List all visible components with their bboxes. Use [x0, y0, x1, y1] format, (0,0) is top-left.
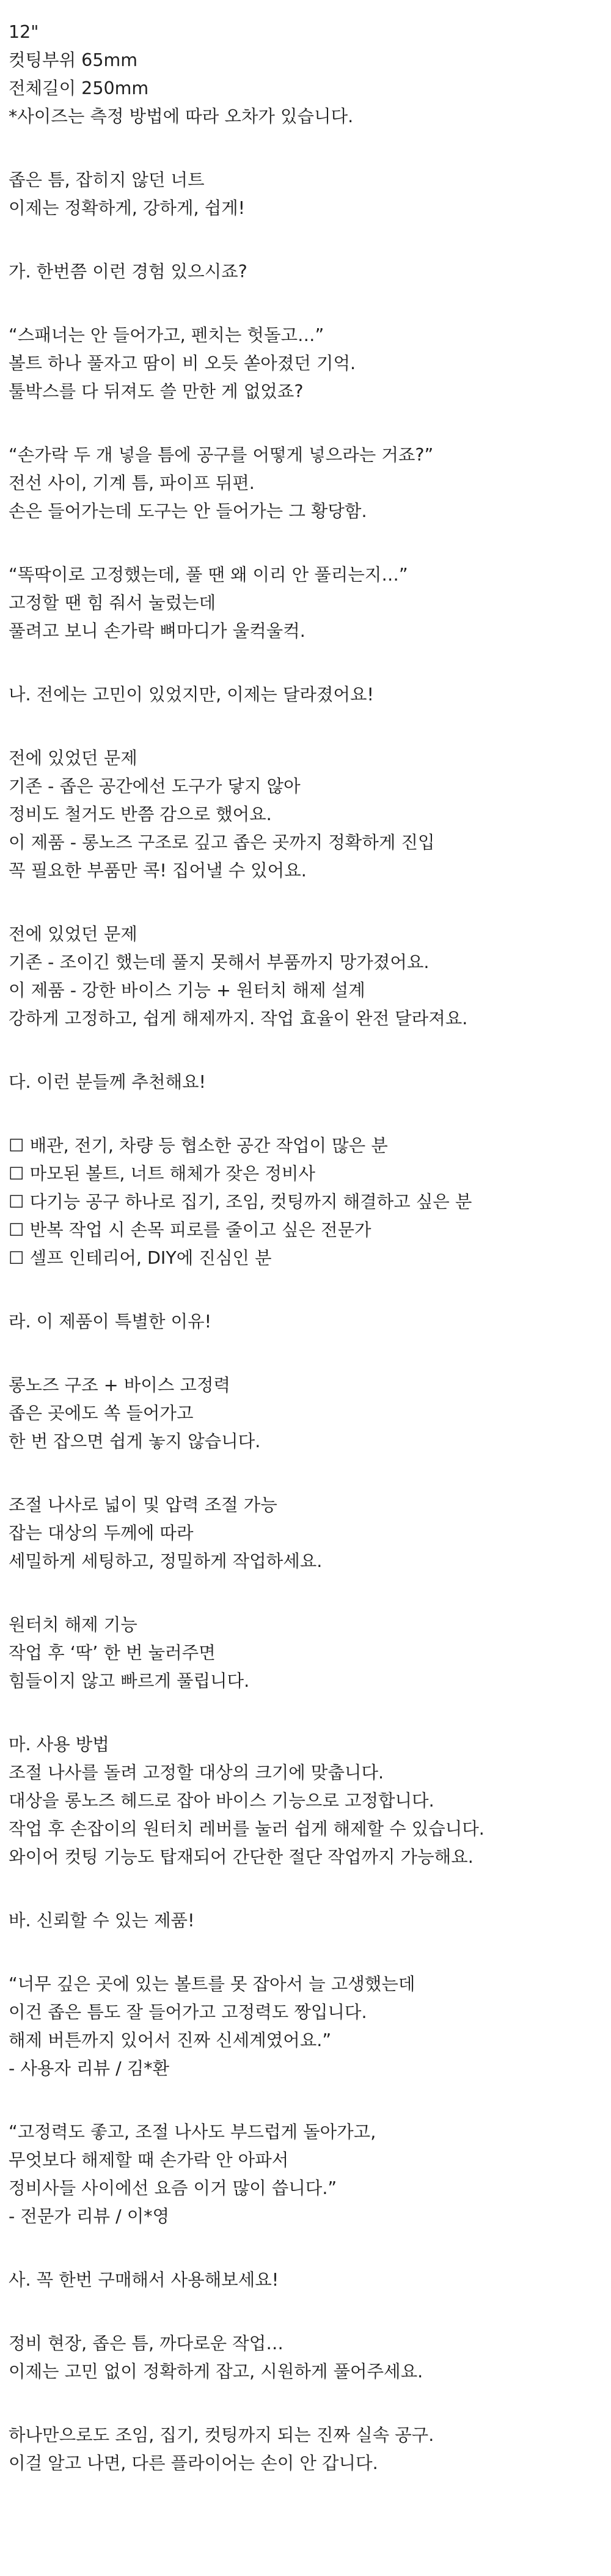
review-line: 정비사들 사이에선 요즘 이거 많이 씁니다.” [9, 2178, 337, 2198]
usage-line: 조절 나사를 돌려 고정할 대상의 크기에 맞춥니다. [9, 1763, 384, 1783]
section-heading-ma: 마. 사용 방법 [9, 1734, 109, 1755]
comparison-line: 전에 있었던 문제 [9, 748, 137, 768]
comparison-line: 기존 - 조이긴 했는데 풀지 못해서 부품까지 망가졌어요. [9, 952, 430, 972]
case-line: “손가락 두 개 넣을 틈에 공구를 어떻게 넣으라는 거죠?” [9, 445, 434, 465]
closing-line: 정비 현장, 좁은 틈, 까다로운 작업… [9, 2333, 284, 2354]
closing-paragraph-1 [9, 2330, 607, 2386]
usage-line: 대상을 롱노즈 헤드로 잡아 바이스 기능으로 고정합니다. [9, 1791, 434, 1811]
feature-line: 조절 나사로 넓이 및 압력 조절 가능 [9, 1495, 277, 1515]
case-line: 고정할 땐 힘 줘서 눌렀는데 [9, 593, 216, 613]
case-line: 전선 사이, 기계 틈, 파이프 뒤편. [9, 473, 255, 493]
experience-case-3 [9, 561, 607, 645]
comparison-line: 강하게 고정하고, 쉽게 해제까지. 작업 효율이 완전 달라져요. [9, 1008, 468, 1029]
recommend-item: ☐ 반복 작업 시 손목 피로를 줄이고 싶은 전문가 [9, 1220, 371, 1240]
section-heading-ba: 바. 신뢰할 수 있는 제품! [9, 1910, 195, 1931]
feature-line: 잡는 대상의 두께에 따라 [9, 1523, 194, 1543]
spec-size: 12" [9, 22, 39, 42]
user-review [9, 1970, 607, 2083]
case-line: “스패너는 안 들어가고, 펜치는 헛돌고…” [9, 325, 324, 345]
case-line: 볼트 하나 풀자고 땀이 비 오듯 쏟아졌던 기억. [9, 353, 356, 373]
recommend-list [9, 1132, 607, 1272]
feature-line: 힘들이지 않고 빠르게 풀립니다. [9, 1671, 250, 1691]
spec-note: *사이즈는 측정 방법에 따라 오차가 있습니다. [9, 106, 354, 127]
recommend-item: ☐ 다기능 공구 하나로 집기, 조임, 컷팅까지 해결하고 싶은 분 [9, 1192, 472, 1212]
comparison-line: 꼭 필요한 부품만 콕! 집어낼 수 있어요. [9, 861, 307, 881]
intro-line: 이제는 정확하게, 강하게, 쉽게! [9, 198, 246, 218]
section-heading-ga: 가. 한번쯤 이런 경험 있으시죠? [9, 262, 247, 282]
recommend-item: ☐ 배관, 전기, 차량 등 협소한 공간 작업이 많은 분 [9, 1136, 388, 1156]
feature-line: 세밀하게 세팅하고, 정밀하게 작업하세요. [9, 1551, 323, 1571]
section-heading-da: 다. 이런 분들께 추천해요! [9, 1072, 206, 1092]
review-line: 해제 버튼까지 있어서 진짜 신세계였어요.” [9, 2030, 332, 2050]
usage-block [9, 1731, 607, 1871]
comparison-line: 기존 - 좁은 공간에선 도구가 닿지 않아 [9, 776, 301, 796]
section-heading-sa: 사. 꼭 한번 구매해서 사용해보세요! [9, 2270, 279, 2290]
intro-line: 좁은 틈, 잡히지 않던 너트 [9, 170, 205, 190]
feature-line: 작업 후 ‘딱’ 한 번 눌러주면 [9, 1643, 216, 1663]
feature-line: 롱노즈 구조 + 바이스 고정력 [9, 1375, 230, 1395]
review-line: 이건 좁은 틈도 잘 들어가고 고정력도 짱입니다. [9, 2002, 367, 2022]
review-author: - 사용자 리뷰 / 김*환 [9, 2058, 170, 2079]
comparison-line: 이 제품 - 강한 바이스 기능 + 원터치 해제 설계 [9, 980, 365, 1000]
usage-line: 와이어 컷팅 기능도 탑재되어 간단한 절단 작업까지 가능해요. [9, 1847, 474, 1867]
closing-line: 하나만으로도 조임, 집기, 컷팅까지 되는 진짜 실속 공구. [9, 2425, 434, 2445]
spec-total-length: 전체길이 250mm [9, 78, 149, 98]
feature-line: 원터치 해제 기능 [9, 1615, 137, 1635]
intro-block [9, 166, 607, 222]
review-line: “고정력도 좋고, 조절 나사도 부드럽게 돌아가고, [9, 2122, 376, 2142]
usage-line: 작업 후 손잡이의 원터치 레버를 눌러 쉽게 해제할 수 있습니다. [9, 1819, 485, 1839]
comparison-line: 정비도 철거도 반쯤 감으로 했어요. [9, 804, 272, 824]
experience-case-1 [9, 321, 607, 406]
feature-block-3 [9, 1611, 607, 1695]
recommend-item: ☐ 셀프 인테리어, DIY에 진심인 분 [9, 1248, 272, 1268]
closing-line: 이걸 알고 나면, 다른 플라이어는 손이 안 갑니다. [9, 2453, 378, 2473]
comparison-block-1 [9, 744, 607, 885]
feature-line: 좁은 곳에도 쏙 들어가고 [9, 1403, 194, 1423]
closing-paragraph-2 [9, 2421, 607, 2478]
review-line: “너무 깊은 곳에 있는 볼트를 못 잡아서 늘 고생했는데 [9, 1974, 415, 1994]
comparison-line: 이 제품 - 롱노즈 구조로 깊고 좁은 곳까지 정확하게 진입 [9, 832, 435, 853]
case-line: 풀려고 보니 손가락 뼈마디가 울컥울컥. [9, 621, 306, 641]
section-heading-ra: 라. 이 제품이 특별한 이유! [9, 1312, 212, 1332]
expert-review [9, 2118, 607, 2231]
comparison-line: 전에 있었던 문제 [9, 924, 137, 944]
case-line: 툴박스를 다 뒤져도 쓸 만한 게 없었죠? [9, 381, 304, 402]
spec-block [9, 18, 607, 131]
feature-block-1 [9, 1371, 607, 1456]
feature-block-2 [9, 1491, 607, 1576]
spec-cutting-part: 컷팅부위 65mm [9, 50, 137, 70]
experience-case-2 [9, 441, 607, 526]
review-author: - 전문가 리뷰 / 이*영 [9, 2206, 170, 2226]
closing-line: 이제는 고민 없이 정확하게 잡고, 시원하게 풀어주세요. [9, 2361, 423, 2382]
recommend-item: ☐ 마모된 볼트, 너트 해체가 잦은 정비사 [9, 1164, 315, 1184]
section-heading-na: 나. 전에는 고민이 있었지만, 이제는 달라졌어요! [9, 684, 374, 705]
feature-line: 한 번 잡으면 쉽게 놓지 않습니다. [9, 1431, 261, 1451]
product-description [9, 18, 607, 2478]
comparison-block-2 [9, 920, 607, 1033]
case-line: 손은 들어가는데 도구는 안 들어가는 그 황당함. [9, 501, 367, 521]
case-line: “똑딱이로 고정했는데, 풀 땐 왜 이리 안 풀리는지…” [9, 565, 408, 585]
review-line: 무엇보다 해제할 때 손가락 안 아파서 [9, 2150, 289, 2170]
